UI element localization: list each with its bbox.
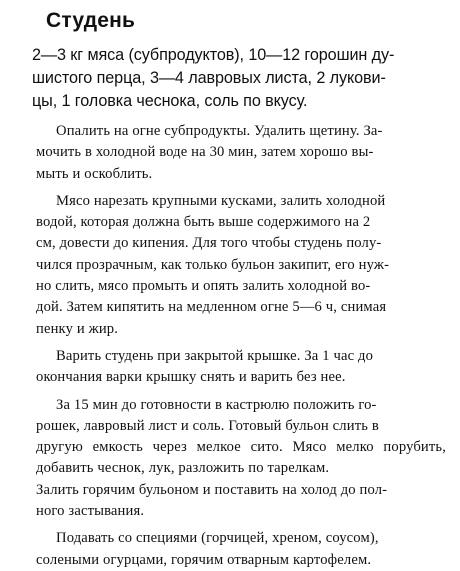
ingredients-line: цы, 1 головка чеснока, соль по вкусу. (32, 92, 308, 110)
paragraph-line: рошек, лавровый лист и соль. Готовый бульон слить в (36, 417, 379, 434)
paragraph-line: Мясо нарезать крупными кусками, залить холодной (56, 192, 386, 209)
step-paragraph-4 (36, 395, 446, 523)
ingredients-line: 2—3 кг мяса (субпродуктов), 10—12 горошин ду- (32, 46, 395, 64)
ingredients-line: шистого перца, 3—4 лавровых листа, 2 лукови- (32, 69, 386, 87)
paragraph-line: пенку и жир. (36, 320, 119, 337)
paragraph-line: мочить в холодной воде на 30 мин, затем хорошо вы- (36, 144, 374, 161)
paragraph-line: За 15 мин до готовности в кастрюлю положить го- (56, 396, 377, 413)
paragraph-line: Варить студень при закрытой крышке. За 1 час до (56, 347, 374, 364)
paragraph-line: окончания варки крышку снять и варить без нее. (36, 369, 346, 386)
step-paragraph-5 (36, 528, 446, 571)
ingredients-list (32, 44, 446, 113)
paragraph-line: но слить, мясо промыть и опять залить холодной во- (36, 278, 371, 295)
paragraph-line: другую емкость через мелкое сито. Мясо мелко порубить, добавить чеснок, лук, разложить по тарелкам. (36, 439, 446, 477)
paragraph-line: водой, которая должна быть выше содержимого на 2 (36, 214, 371, 231)
paragraph-line: Залить горячим бульоном и поставить на холод до пол- (36, 481, 388, 498)
paragraph-line: Опалить на огне субпродукты. Удалить щетину. За- (56, 123, 383, 139)
paragraph-line: дой. Затем кипятить на медленном огне 5—6 ч, снимая (36, 299, 387, 316)
step-paragraph-3 (36, 346, 446, 389)
paragraph-line: ного застывания. (36, 503, 145, 520)
step-paragraph-1 (36, 121, 446, 185)
paragraph-line: чился прозрачным, как только бульон закипит, его нуж- (36, 256, 390, 273)
step-paragraph-2 (36, 191, 446, 340)
paragraph-line: Подавать со специями (горчицей, хреном, соусом), (56, 530, 379, 547)
paragraph-line: солеными огурцами, горячим отварным картофелем. (36, 551, 372, 568)
paragraph-line: мыть и оскоблить. (36, 165, 153, 182)
paragraph-line: см, довести до кипения. Для того чтобы студень полу- (36, 235, 382, 252)
recipe-title: Студень (46, 9, 136, 32)
